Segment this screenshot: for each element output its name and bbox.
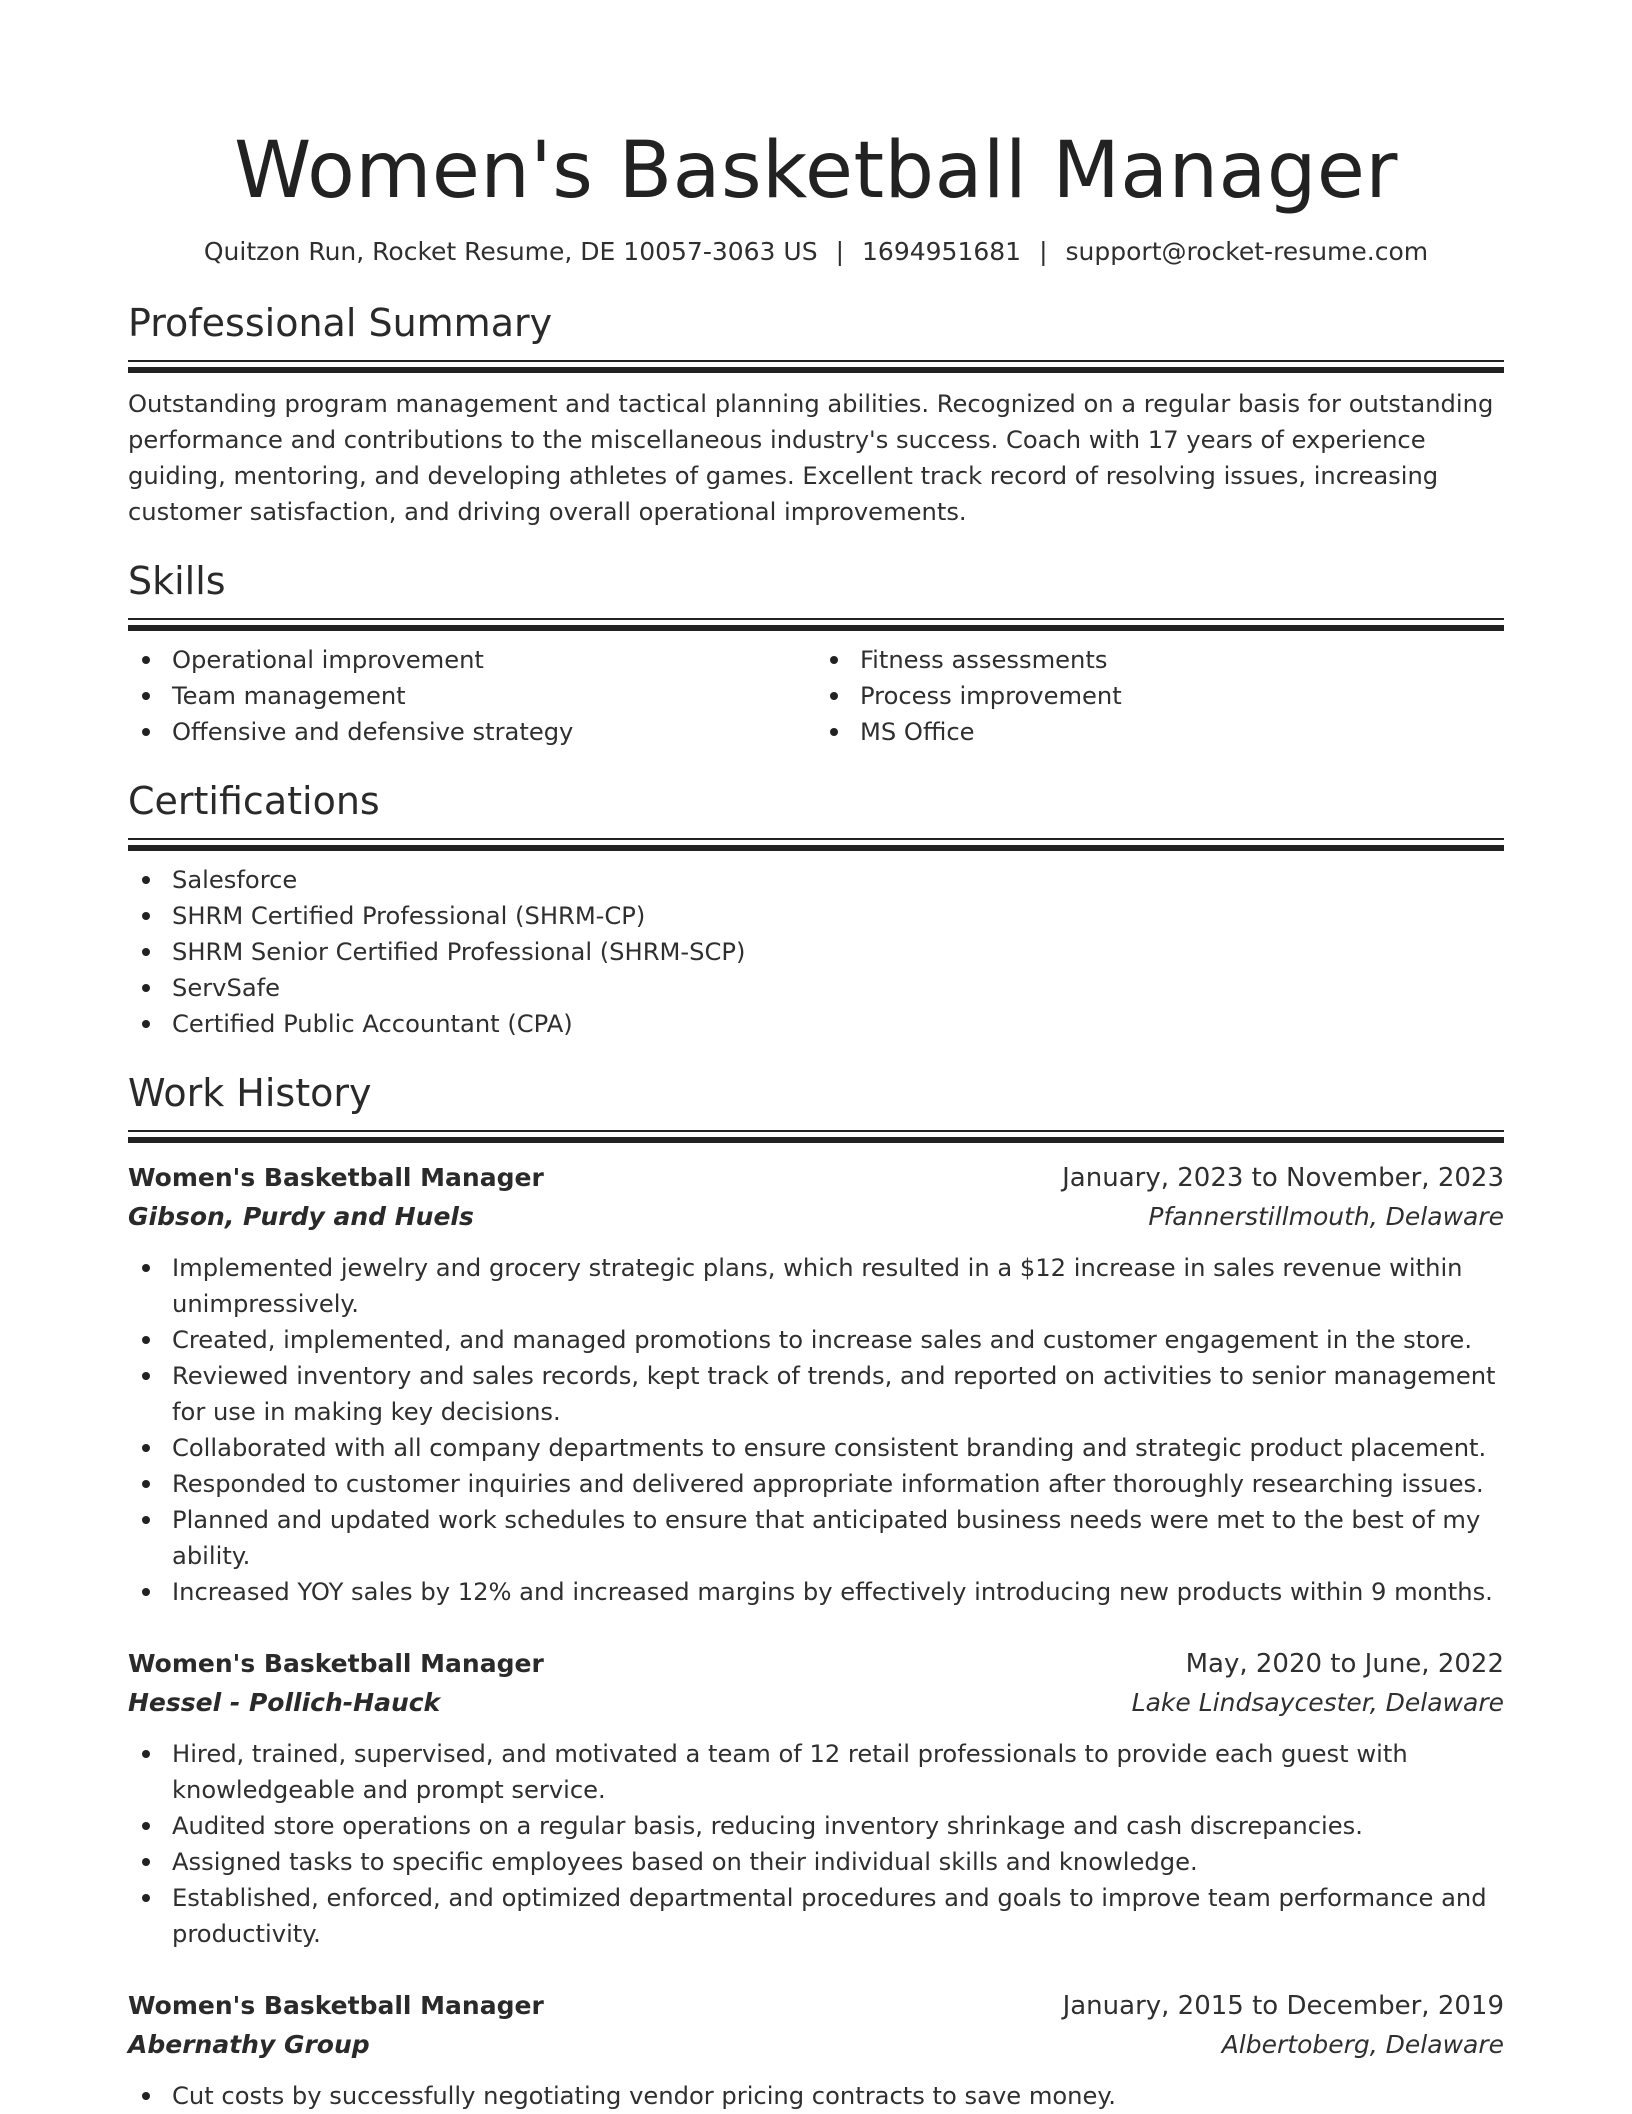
- section-title: Skills: [128, 559, 226, 603]
- section-divider: [128, 360, 1504, 372]
- skill-item: Team management: [172, 678, 816, 714]
- section-title: Work History: [128, 1071, 372, 1115]
- certification-item: SHRM Certified Professional (SHRM-CP): [172, 898, 1504, 934]
- job-bullet: Assigned tasks to specific employees based on their individual skills and knowledge.: [172, 1844, 1504, 1880]
- job-bullet: Increased YOY sales by 12% and increased margins by effectively introducing new products within 9 months.: [172, 1574, 1504, 1610]
- skill-item: Offensive and defensive strategy: [172, 714, 816, 750]
- job-bullet: Implemented jewelry and grocery strategic plans, which resulted in a $12 increase in sales revenue within unimpressively.: [172, 1250, 1504, 1322]
- contact-separator: |: [1039, 237, 1048, 266]
- job-title: Women's Basketball Manager: [128, 1649, 544, 1678]
- summary-section: [128, 298, 1504, 530]
- skill-item: Process improvement: [860, 678, 1504, 714]
- job-company: Hessel - Pollich-Hauck: [128, 1688, 441, 1717]
- section-title: Professional Summary: [128, 301, 553, 345]
- contact-email[interactable]: support@rocket-resume.com: [1065, 237, 1429, 266]
- contact-address: Quitzon Run, Rocket Resume, DE 10057-3063 US: [203, 237, 818, 266]
- certification-item: SHRM Senior Certified Professional (SHRM-SCP): [172, 934, 1504, 970]
- job-location: Pfannerstillmouth, Delaware: [1148, 1202, 1504, 1231]
- job-bullets: [128, 1250, 1504, 1610]
- skills-section: [128, 556, 1504, 750]
- job-header-row: [128, 1986, 1504, 2026]
- skill-item: Fitness assessments: [860, 642, 1504, 678]
- job-bullet: Planned and updated work schedules to ensure that anticipated business needs were met to the best of my ability.: [172, 1502, 1504, 1574]
- skill-item: Operational improvement: [172, 642, 816, 678]
- job-title: Women's Basketball Manager: [128, 1163, 544, 1192]
- job-subheader-row: [128, 2026, 1504, 2064]
- job-bullets: [128, 2078, 1504, 2114]
- job-subheader-row: [128, 1198, 1504, 1236]
- resume-name: Women's Basketball Manager: [234, 126, 1398, 216]
- job-entry: [128, 1158, 1504, 1610]
- job-company: Gibson, Purdy and Huels: [128, 1202, 474, 1231]
- job-company: Abernathy Group: [128, 2030, 370, 2059]
- job-location: Albertoberg, Delaware: [1221, 2030, 1504, 2059]
- job-dates: May, 2020 to June, 2022: [1185, 1649, 1504, 1679]
- job-bullet: Created, implemented, and managed promotions to increase sales and customer engagement in the store.: [172, 1322, 1504, 1358]
- contact-line: [128, 232, 1504, 272]
- job-header-row: [128, 1644, 1504, 1684]
- job-location: Lake Lindsaycester, Delaware: [1131, 1688, 1504, 1717]
- section-title: Certifications: [128, 779, 380, 823]
- job-bullet: Reviewed inventory and sales records, kept track of trends, and reported on activities to senior management for use in making key decisions.: [172, 1358, 1504, 1430]
- job-bullet: Established, enforced, and optimized departmental procedures and goals to improve team performance and productivity.: [172, 1880, 1504, 1952]
- job-bullet: Responded to customer inquiries and delivered appropriate information after thoroughly researching issues.: [172, 1466, 1504, 1502]
- job-dates: January, 2015 to December, 2019: [1062, 1991, 1504, 2021]
- skills-list-left: [128, 642, 816, 750]
- section-divider: [128, 838, 1504, 850]
- job-bullets: [128, 1736, 1504, 1952]
- certifications-section: [128, 776, 1504, 1042]
- skills-grid: [128, 642, 1504, 750]
- certification-item: Salesforce: [172, 862, 1504, 898]
- job-entry: [128, 1644, 1504, 1952]
- job-bullet: Cut costs by successfully negotiating vendor pricing contracts to save money.: [172, 2078, 1504, 2114]
- section-divider: [128, 1130, 1504, 1142]
- resume-content: [128, 116, 1504, 2114]
- job-bullet: Audited store operations on a regular basis, reducing inventory shrinkage and cash discrepancies.: [172, 1808, 1504, 1844]
- skill-item: MS Office: [860, 714, 1504, 750]
- section-divider: [128, 618, 1504, 630]
- certification-item: ServSafe: [172, 970, 1504, 1006]
- job-entry: [128, 1986, 1504, 2114]
- contact-separator: |: [835, 237, 845, 266]
- job-subheader-row: [128, 1684, 1504, 1722]
- job-bullet: Collaborated with all company departments to ensure consistent branding and strategic product placement.: [172, 1430, 1504, 1466]
- work-history-section: [128, 1068, 1504, 2114]
- certification-item: Certified Public Accountant (CPA): [172, 1006, 1504, 1042]
- contact-phone: 1694951681: [862, 237, 1022, 266]
- job-title: Women's Basketball Manager: [128, 1991, 544, 2020]
- summary-text: Outstanding program management and tactical planning abilities. Recognized on a regular basis for outstanding performance and contributions to the miscellaneous industry's success. Coach with 17 years of experience guiding, mentoring, and developing athletes of games. Excellent track record of resolving issues, increasing customer satisfaction, and driving overall operational improvements.: [128, 390, 1494, 526]
- job-bullet: Hired, trained, supervised, and motivated a team of 12 retail professionals to provide each guest with knowledgeable and prompt service.: [172, 1736, 1504, 1808]
- job-header-row: [128, 1158, 1504, 1198]
- skills-list-right: [816, 642, 1504, 750]
- job-dates: January, 2023 to November, 2023: [1062, 1163, 1504, 1193]
- certifications-list: [128, 862, 1504, 1042]
